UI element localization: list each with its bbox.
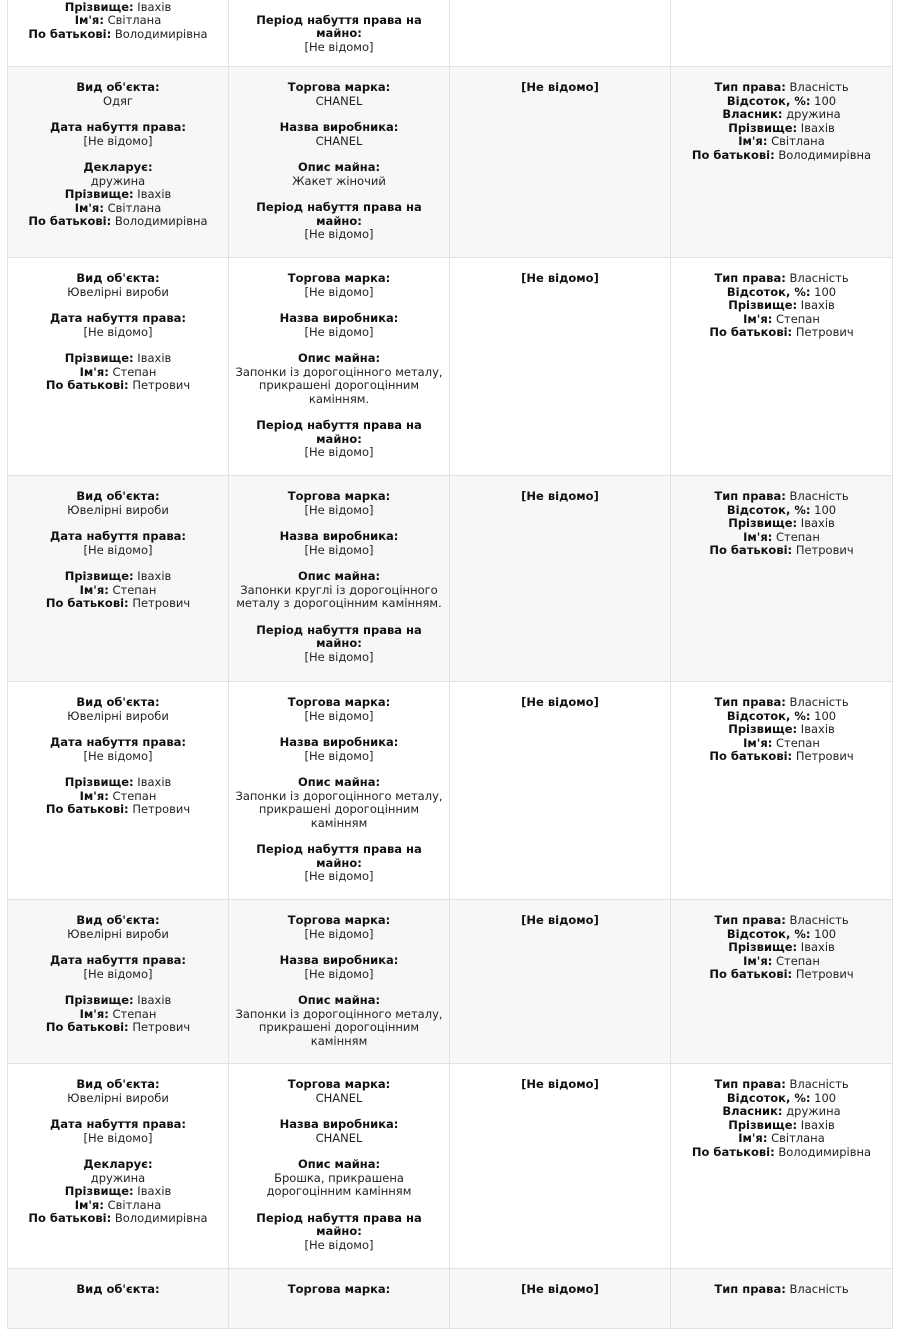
field-line [677,313,886,327]
field-label: Торгова марка: [287,489,391,503]
field-label: По батькові: [28,26,112,41]
field-label: Відсоток, %: [726,502,811,517]
field-line [677,968,886,982]
field-label: Прізвище: [64,351,134,365]
field-line [677,1105,886,1119]
field-value: дружина [786,1104,841,1118]
field-line [14,570,222,584]
value-unknown: [Не відомо] [521,695,599,709]
field-line [14,790,222,804]
field-line [14,803,222,817]
field-label: Торгова марка: [287,1282,391,1296]
field-label: Торгова марка: [287,695,391,709]
field-label: Дата набуття права: [50,529,186,543]
field-value: [Не відомо] [304,869,374,883]
object-cell [8,1064,229,1269]
field-line [677,928,886,942]
field-value: [Не відомо] [304,708,374,723]
field-value: Степан [775,311,820,326]
field-value: Ювелірні вироби [67,926,169,941]
field-line [677,941,886,955]
value-cell [450,0,671,67]
table-row [8,1269,893,1329]
field-value: Петрович [795,325,854,339]
field-value: [Не відомо] [304,966,374,981]
field-line [677,149,886,163]
field-label: Ім'я: [74,200,104,215]
field-line [14,379,222,393]
field-label: Прізвище: [64,775,134,789]
details-cell [229,682,450,900]
field-line [677,1283,886,1297]
field-value: Запонки із дорогоцінного металу, прикрашені дорогоцінним камінням [235,788,443,830]
field-line [14,188,222,202]
value-cell [450,1269,671,1329]
field-value [235,0,443,1]
field-label: Відсоток, %: [726,93,811,108]
field-value: Степан [775,735,820,750]
field-line [677,286,886,300]
details-cell [229,0,450,67]
field-label: Декларує: [83,160,153,174]
value-unknown: [Не відомо] [521,1077,599,1091]
field-value: Власність [789,1282,849,1296]
field-label: Декларує: [83,1157,153,1171]
object-cell [8,258,229,476]
field-line [677,544,886,558]
ownership-cell [671,682,893,900]
field-line [677,108,886,122]
field-label: Ім'я: [743,311,773,326]
field-value: [Не відомо] [304,649,374,664]
field-value: Івахів [137,351,172,365]
value-cell [450,476,671,682]
field-value: дружина [90,173,146,188]
field-line [14,28,222,42]
field-label: Опис майна: [297,1157,381,1171]
field-label: Відсоток, %: [726,284,811,299]
value-cell [450,682,671,900]
field-label: Торгова марка: [287,1077,391,1091]
field-value: [Не відомо] [304,748,374,763]
field-label: Період набуття права на майно: [256,1210,422,1238]
field-label: Опис майна: [297,351,381,365]
field-value: 100 [814,926,837,941]
field-line [14,1212,222,1226]
field-value: Петрович [795,749,854,763]
field-value: [Не відомо] [304,39,374,54]
field-value: [Не відомо] [304,445,374,459]
field-label: Відсоток, %: [726,926,811,941]
field-value: Івахів [137,775,172,789]
field-label: Прізвище: [728,940,798,954]
field-line [14,994,222,1008]
field-line [14,776,222,790]
field-label: Вид об'єкта: [76,271,160,285]
field-value: Жакет жіночий [292,173,386,188]
table-row [8,258,893,476]
details-cell [229,476,450,682]
field-line [677,95,886,109]
field-value: CHANEL [315,1090,363,1105]
field-label: Дата набуття права: [50,311,186,325]
field-label: Тип права: [714,695,786,709]
field-line [677,490,886,504]
field-line [677,723,886,737]
field-value: Петрович [132,1020,191,1034]
field-value: Власність [789,80,849,94]
object-cell [8,900,229,1064]
field-label: Ім'я: [738,1131,768,1145]
field-value: Володимирівна [114,214,208,228]
field-label: Назва виробника: [279,120,399,134]
field-value: CHANEL [315,93,363,108]
field-label: Торгова марка: [287,80,391,94]
field-line [14,202,222,216]
field-line [677,531,886,545]
field-label: Прізвище: [64,187,134,201]
field-value: Петрович [132,596,191,610]
field-value: [Не відомо] [304,1237,374,1252]
field-value: Степан [112,364,157,379]
value-cell [450,1064,671,1269]
value-unknown: [Не відомо] [521,913,599,927]
ownership-cell [671,1064,893,1269]
field-value: [Не відомо] [83,748,153,763]
field-value: Світлана [771,1131,825,1145]
field-line [677,122,886,136]
field-value: Петрович [132,802,191,816]
ownership-cell [671,0,893,67]
field-label: Опис майна: [297,993,381,1007]
field-label: Період набуття права на майно: [256,622,422,650]
field-label: Опис майна: [297,160,381,174]
field-label: Власник: [722,1104,783,1118]
field-value: Ювелірні вироби [67,284,169,299]
field-value: Івахів [800,298,835,312]
field-label: Ім'я: [79,788,109,803]
field-value: [Не відомо] [83,133,153,148]
field-value: [Не відомо] [83,542,153,557]
details-cell [229,258,450,476]
field-label: Ім'я: [743,735,773,750]
field-value: [Не відомо] [83,324,153,339]
field-label: Прізвище: [64,569,134,583]
field-value: Запонки із дорогоцінного металу, прикрашені дорогоцінним камінням [235,1006,443,1048]
value-unknown: [Не відомо] [521,80,599,94]
field-label: По батькові: [709,543,793,557]
field-label: Вид об'єкта: [76,1077,160,1091]
field-line [677,326,886,340]
field-label: Ім'я: [79,582,109,597]
field-value: Івахів [137,993,172,1007]
field-label: По батькові: [45,802,129,816]
field-label: По батькові: [28,214,112,228]
field-value: 100 [814,93,837,108]
field-value: Івахів [800,516,835,530]
value-unknown: [Не відомо] [521,271,599,285]
details-cell [229,1064,450,1269]
field-value: Степан [112,1006,157,1021]
field-line [677,750,886,764]
field-line [677,710,886,724]
table-row [8,900,893,1064]
field-line [677,1146,886,1160]
field-value: Власність [789,489,849,503]
field-value: Петрович [795,543,854,557]
field-line [14,584,222,598]
field-value: Ювелірні вироби [67,708,169,723]
field-label: Період набуття права на майно: [256,418,422,446]
field-value: Власність [789,271,849,285]
field-label: Прізвище: [728,722,798,736]
ownership-cell [671,1269,893,1329]
field-line [677,1132,886,1146]
field-value: Володимирівна [114,26,208,41]
field-value: Володимирівна [114,1211,208,1225]
field-value: Ювелірні вироби [67,1090,169,1105]
field-label: Прізвище: [728,1117,798,1132]
field-value: [Не відомо] [304,324,374,339]
field-value: CHANEL [315,133,363,148]
value-unknown: [Не відомо] [521,489,599,503]
field-value: Власність [789,1077,849,1091]
field-label: По батькові: [709,749,793,763]
field-value: [Не відомо] [83,1130,153,1145]
field-value: [Не відомо] [304,227,374,241]
field-line [14,1021,222,1035]
field-value: Одяг [103,93,133,108]
field-label: По батькові: [709,325,793,339]
field-line [677,696,886,710]
value-cell [450,900,671,1064]
field-line [677,1119,886,1133]
field-value: Петрович [132,378,191,392]
field-label: Тип права: [714,80,786,94]
field-label: Прізвище: [728,120,798,135]
field-value: [Не відомо] [304,502,374,517]
field-label: Дата набуття права: [50,1117,186,1131]
field-value: [Не відомо] [304,542,374,557]
field-label: Назва виробника: [279,1117,399,1131]
field-label: По батькові: [45,1020,129,1034]
field-label: Вид об'єкта: [76,489,160,503]
field-value: Світлана [771,134,825,148]
field-label: Період набуття права на майно: [256,200,422,228]
field-label: Опис майна: [297,775,381,789]
field-value: [Не відомо] [304,284,374,299]
value-unknown: [Не відомо] [521,1282,599,1296]
field-label: Назва виробника: [279,735,399,749]
field-value: Запонки із дорогоцінного металу, прикрашені дорогоцінним камінням. [235,364,443,406]
field-line [14,1199,222,1213]
field-label: Назва виробника: [279,953,399,967]
object-cell [8,682,229,900]
field-value: 100 [814,284,837,299]
field-label: Тип права: [714,271,786,285]
field-line [677,1078,886,1092]
field-line [677,81,886,95]
field-line [14,1008,222,1022]
field-label: Тип права: [714,489,786,503]
object-cell [8,0,229,67]
field-label: Відсоток, %: [726,708,811,723]
field-value: Івахів [800,1117,835,1132]
field-value: Івахів [137,187,172,201]
field-label: Торгова марка: [287,271,391,285]
field-label: Прізвище: [728,298,798,312]
field-label: Ім'я: [79,364,109,379]
table-row [8,0,893,67]
field-line [677,1092,886,1106]
field-value: Брошка, прикрашена дорогоцінним камінням [266,1170,412,1198]
field-label: Вид об'єкта: [76,1282,160,1296]
field-label: Прізвище: [64,1184,134,1198]
field-line [677,299,886,313]
field-label: Прізвище: [64,0,134,14]
ownership-cell [671,900,893,1064]
field-label: По батькові: [45,378,129,392]
ownership-cell [671,258,893,476]
field-label: Власник: [722,107,783,121]
field-line [677,517,886,531]
field-line [677,504,886,518]
field-value: Степан [775,529,820,544]
field-value: Петрович [795,967,854,981]
table-body [8,0,893,1329]
field-label: Дата набуття права: [50,953,186,967]
field-value: дружина [786,107,841,121]
field-label: Період набуття права на майно: [256,842,422,870]
field-value: 100 [814,502,837,517]
field-label: Дата набуття права: [50,735,186,749]
field-line [14,1,222,15]
field-value: Івахів [137,569,172,583]
field-label: Ім'я: [74,13,104,27]
table-row [8,1064,893,1269]
field-label: По батькові: [45,596,129,610]
field-value: Світлана [107,1197,162,1212]
field-label: Опис майна: [297,569,381,583]
field-value: Володимирівна [778,1144,872,1159]
table-row [8,682,893,900]
table-row [8,476,893,682]
field-label: Вид об'єкта: [76,695,160,709]
field-label: Назва виробника: [279,529,399,543]
field-label: По батькові: [28,1211,112,1225]
table-row [8,67,893,258]
field-line [677,914,886,928]
field-value: [Не відомо] [304,926,374,941]
field-label: Ім'я: [79,1006,109,1021]
details-cell [229,67,450,258]
ownership-cell [671,476,893,682]
field-label: По батькові: [709,967,793,981]
field-value: 100 [814,1090,837,1105]
field-label: Вид об'єкта: [76,80,160,94]
details-cell [229,1269,450,1329]
field-label: Торгова марка: [287,913,391,927]
field-label: Прізвище: [728,516,798,530]
value-cell [450,67,671,258]
field-line [14,1185,222,1199]
field-line [14,597,222,611]
field-label: Вид об'єкта: [76,913,160,927]
field-value: Власність [789,913,849,927]
field-value: Світлана [107,200,162,215]
field-value: CHANEL [315,1130,363,1145]
field-value: Степан [112,582,157,597]
field-label: Відсоток, %: [726,1090,811,1105]
field-label: Тип права: [714,913,786,927]
field-value: 100 [814,708,837,723]
object-cell [8,67,229,258]
field-label: Ім'я: [738,134,768,148]
field-label: По батькові: [691,1144,775,1159]
field-value: [Не відомо] [83,966,153,981]
ownership-cell [671,67,893,258]
field-value: Володимирівна [778,147,872,162]
field-label: Ім'я: [743,529,773,544]
field-value: Івахів [137,1184,172,1198]
details-cell [229,900,450,1064]
field-label: По батькові: [691,147,775,162]
object-cell [8,1269,229,1329]
field-label: Прізвище: [64,993,134,1007]
value-cell [450,258,671,476]
field-line [677,737,886,751]
field-value: Степан [112,788,157,803]
field-line [14,352,222,366]
field-value: Степан [775,953,820,968]
field-line [677,272,886,286]
field-line [14,215,222,229]
field-line [677,135,886,149]
object-cell [8,476,229,682]
movable-property-table [7,0,893,1329]
field-label: Ім'я: [743,953,773,968]
field-value: Світлана [107,13,162,27]
field-value: Ювелірні вироби [67,502,169,517]
field-label: Ім'я: [74,1197,104,1212]
field-label: Назва виробника: [279,311,399,325]
field-line [677,955,886,969]
field-line [14,14,222,28]
field-value: Івахів [800,722,835,736]
field-value: Власність [789,695,849,709]
field-value: Запонки круглі із дорогоцінного металу з дорогоцінним камінням. [236,582,442,610]
field-label: Дата набуття права: [50,120,186,134]
field-label: Період набуття права на майно: [256,12,422,40]
field-value: Івахів [800,940,835,954]
field-label: Тип права: [714,1077,786,1091]
field-line [14,366,222,380]
field-value: Івахів [137,0,172,14]
field-value: Івахів [800,120,835,135]
field-value: дружина [90,1170,146,1185]
field-label: Тип права: [714,1282,786,1296]
